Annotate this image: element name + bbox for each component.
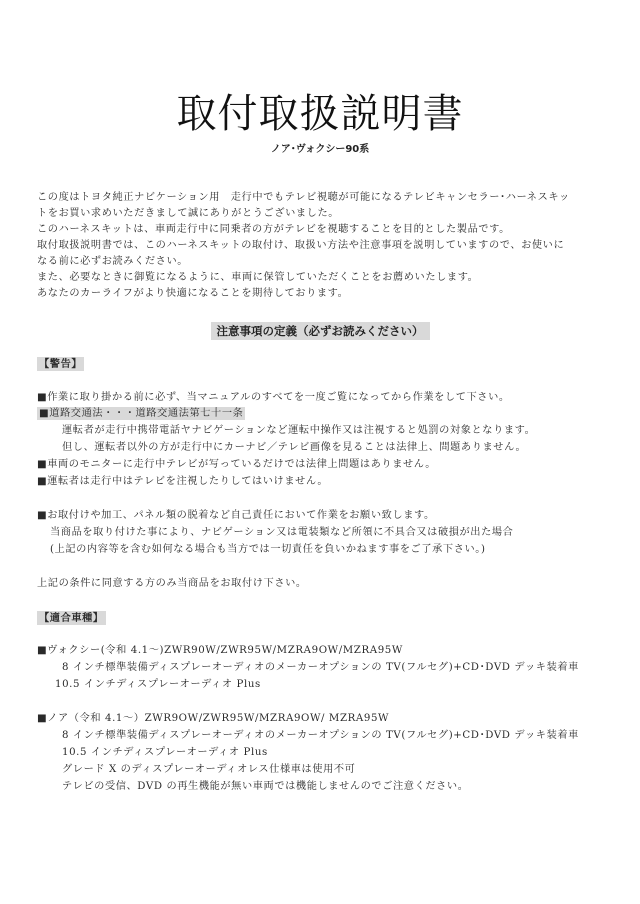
noah-header: ■ノア（令和 4.1～）ZWR9OW/ZWR95W/MZRA9OW/ MZRA95W	[37, 713, 390, 724]
traffic-law-text: ■道路交通法・・・道路交通法第七十一条	[39, 408, 244, 419]
noah-line: テレビの受信、DVD の再生機能が無い車両では機能しませんのでご注意ください。	[62, 781, 469, 792]
intro-line: あなたのカーライフがより快適になることを期待しております。	[37, 288, 349, 299]
agreement-line: 上記の条件に同意する方のみ当商品をお取付け下さい。	[37, 578, 307, 589]
compatible-label	[37, 610, 106, 626]
section-title	[0, 322, 640, 340]
intro-line: また、必要なときに御覧になるように、車両に保管していただくことをお薦めいたします。	[37, 272, 479, 283]
warning-line: ■運転者は走行中はテレビを注視したりしてはいけません。	[37, 476, 329, 487]
voxy-header: ■ヴォクシー(令和 4.1～)ZWR90W/ZWR95W/MZRA9OW/MZRA95W	[37, 645, 403, 656]
document-title: 取付取扱説明書	[176, 91, 464, 137]
noah-line: グレード X のディスプレーオーディオレス仕様車は使用不可	[62, 764, 356, 775]
intro-line: 取付取扱説明書では、このハーネスキットの取付け、取扱い方法や注意事項を説明していますので、お使いに	[37, 240, 565, 251]
noah-line: 10.5 インチディスプレーオーディオ Plus	[62, 747, 268, 758]
compatible-label-text: 【適合車種】	[39, 612, 104, 624]
warning-line	[37, 406, 245, 422]
noah-line: 8 インチ標準装備ディスプレーオーディオのメーカーオプションの TV(フルセグ)+CD･DVD デッキ装着車	[62, 730, 579, 741]
intro-line: このハーネスキットは、車両走行中に同乗者の方がテレビを視聴することを目的とした製品です。	[37, 224, 510, 235]
document-subtitle: ノア･ヴォクシー90系	[270, 144, 370, 155]
warning-label-text: 【警告】	[39, 358, 83, 370]
responsibility-line: (上記の内容等を含む如何なる場合も当方では一切責任を負いかねます事をご了承下さい。)	[50, 544, 486, 555]
voxy-line: 10.5 インチディスプレーオーディオ Plus	[55, 679, 261, 690]
intro-line: この度はトヨタ純正ナビケーション用 走行中でもテレビ視聴が可能になるテレビキャンセラー･ハーネスキッ	[37, 192, 570, 203]
voxy-line: 8 インチ標準装備ディスプレーオーディオのメーカーオプションの TV(フルセグ)+CD･DVD デッキ装着車	[62, 662, 579, 673]
responsibility-line: ■お取付けや加工、パネル類の脱着など自己責任において作業をお願い致します。	[37, 510, 435, 521]
warning-line: 但し、運転者以外の方が走行中にカーナビ／テレビ画像を見ることは法律上、問題ありません。	[62, 442, 527, 453]
intro-line: なる前に必ずお読みください。	[37, 256, 189, 267]
warning-label	[37, 356, 84, 372]
warning-line: ■作業に取り掛かる前に必ず、当マニュアルのすべてを一度ご覧になってから作業をして下さい。	[37, 392, 510, 403]
intro-line: トをお買い求めいただきまして誠にありがとうございました。	[37, 208, 340, 219]
section-title-text: 注意事項の定義（必ずお読みください）	[211, 322, 430, 340]
warning-line: 運転者が走行中携帯電話ヤナビゲーションなど運転中操作又は注視すると処罰の対象となります。	[62, 425, 536, 436]
warning-line: ■車両のモニターに走行中テレビが写っているだけでは法律上問題はありません。	[37, 459, 436, 470]
responsibility-line: 当商品を取り付けた事により、ナビゲーション又は電装類など所領に不具合又は破損が出た場合	[50, 527, 514, 538]
